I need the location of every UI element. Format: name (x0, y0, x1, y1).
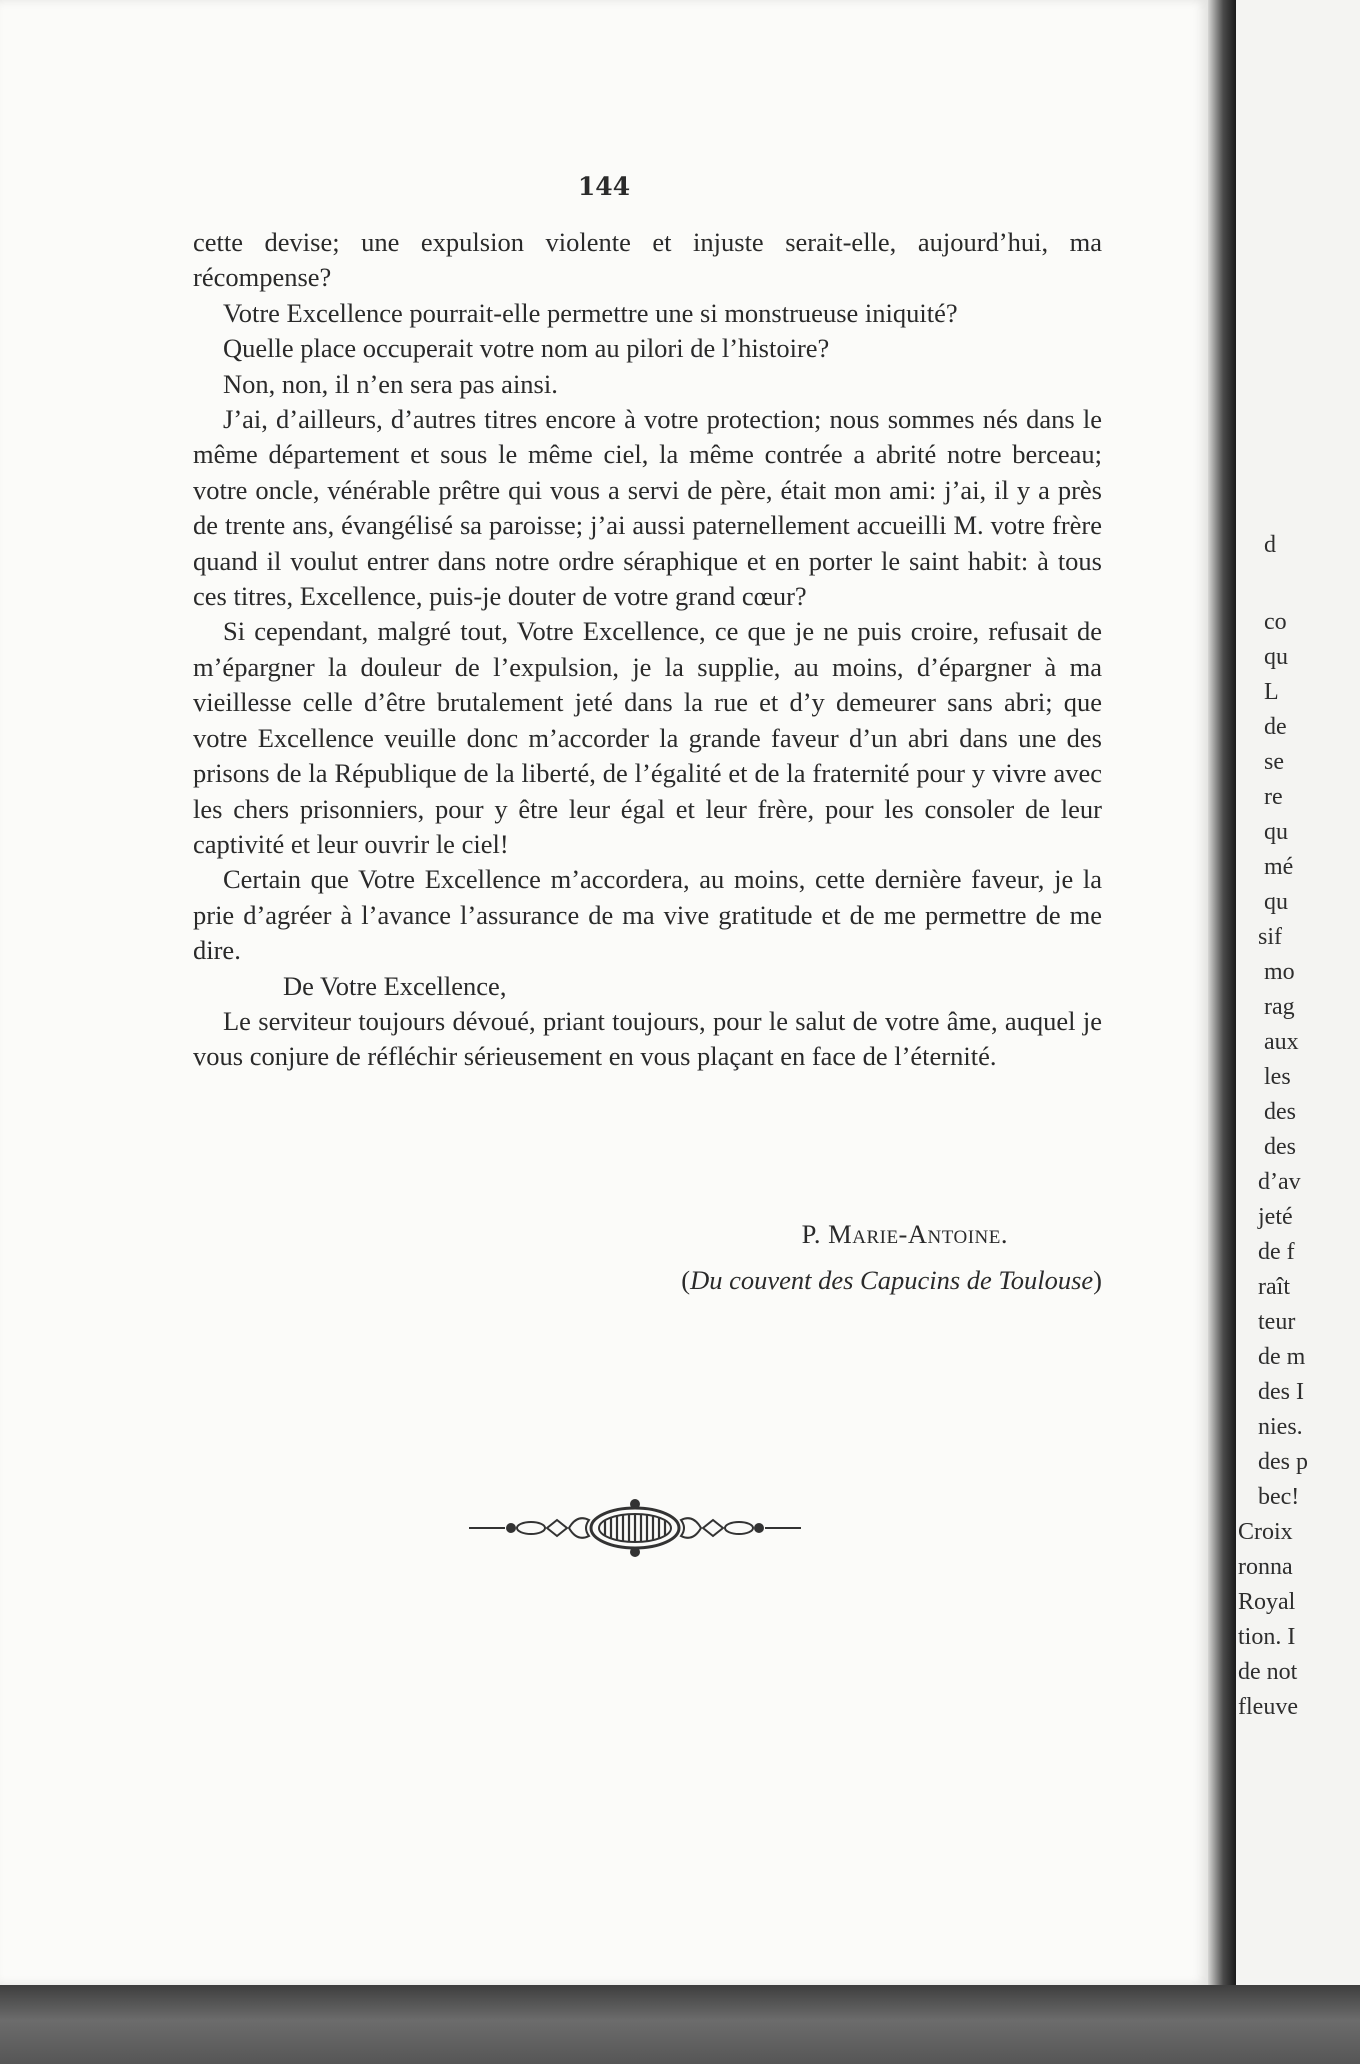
origin-text: Du couvent des Capucins de Toulouse (690, 1265, 1094, 1295)
fragment: mo (1264, 959, 1295, 985)
fragment: des (1264, 1099, 1296, 1125)
fragment: Croix (1238, 1519, 1293, 1545)
fragment: de f (1258, 1239, 1295, 1265)
fragment: se (1264, 749, 1284, 775)
paragraph-servant: Le serviteur toujours dévoué, priant toujours, pour le salut de votre âme, auquel je vous conjure de réfléchir sérieusement en vous plaçant en face de l’éternité. (193, 1005, 1102, 1072)
origin-open-paren: ( (681, 1265, 691, 1295)
letter-body (193, 225, 1102, 1075)
fragment: fleuve (1238, 1694, 1298, 1720)
fragment: bec! (1258, 1484, 1300, 1510)
fragment: d’av (1258, 1169, 1301, 1195)
paragraph-request: Si cependant, malgré tout, Votre Excellence, ce que je ne puis croire, refusait de m’épargner la douleur de l’expulsion, je la supplie, au moins, d’épargner à ma vieillesse celle d’être brutalement jeté dans la rue et d’y demeurer sans abri; que votre Excellence veuille donc m’accorder la grande faveur d’un abri dans une des prisons de la République de la liberté, de l’égalité et de la fraternité pour y vivre avec les chers prisonniers, pour y être leur égal et leur frère, pour les consoler de leur captivité et leur ouvrir le ciel! (193, 616, 1102, 859)
paragraph-titles: J’ai, d’ailleurs, d’autres titres encore à votre protection; nous sommes nés dans le même département et sous le même ciel, la même contrée a abrité notre berceau; votre oncle, vénérable prêtre qui vous a servi de père, était mon ami: j’ai, il y a près de trente ans, évangélisé sa paroisse; j’ai aussi paternellement accueilli M. votre frère quand il voulut entrer dans notre ordre séraphique et en porter le saint habit: à tous ces titres, Excellence, puis-je douter de votre grand cœur? (193, 404, 1102, 612)
fragment: co (1264, 609, 1287, 635)
fragment: des p (1258, 1449, 1308, 1475)
fragment: rag (1264, 994, 1295, 1020)
paragraph-gratitude: Certain que Votre Excellence m’accordera, au moins, cette dernière faveur, je la prie d’agréer à l’avance l’assurance de ma vive gratitude et de me permettre de me dire. (193, 864, 1102, 966)
fragment: L (1264, 679, 1279, 705)
fragment: de m (1258, 1344, 1306, 1370)
fragment: des (1264, 1134, 1296, 1160)
right-page-edge (1236, 0, 1360, 1985)
fragment: qu (1264, 644, 1288, 670)
fragment: mé (1264, 854, 1294, 880)
fragment: jeté (1258, 1204, 1293, 1230)
paragraph-no: Non, non, il n’en sera pas ainsi. (223, 368, 558, 399)
book-gutter (1208, 0, 1236, 1990)
origin-note (681, 1265, 1102, 1296)
adjacent-page-text (1236, 0, 1360, 1985)
origin-close-paren: ) (1093, 1265, 1102, 1295)
page-number: 144 (577, 172, 631, 201)
fragment: nies. (1258, 1414, 1303, 1440)
signature: P. Marie-Antoine. (801, 1219, 1008, 1249)
scanner-bed-edge (0, 1985, 1360, 2064)
paragraph-pillory: Quelle place occuperait votre nom au pilori de l’histoire? (223, 333, 830, 364)
fragment: Royal (1238, 1589, 1296, 1615)
paragraph-question: Votre Excellence pourrait-elle permettre une si monstrueuse iniquité? (223, 297, 958, 328)
fragment: de not (1238, 1659, 1298, 1685)
fragment: raît (1258, 1274, 1290, 1300)
decorative-tailpiece-icon (465, 1493, 805, 1563)
fragment: sif (1258, 924, 1282, 950)
fragment: qu (1264, 889, 1288, 915)
paragraph-continuation: cette devise; une expulsion violente et injuste serait-elle, aujourd’hui, ma récompense? (193, 227, 1102, 293)
fragment: ronna (1238, 1554, 1293, 1580)
fragment: aux (1264, 1029, 1299, 1055)
closing-salutation: De Votre Excellence, (283, 970, 507, 1001)
fragment: tion. I (1238, 1624, 1296, 1650)
fragment: des I (1258, 1379, 1304, 1405)
fragment: qu (1264, 819, 1288, 845)
fragment: d (1264, 532, 1276, 558)
fragment: teur (1258, 1309, 1296, 1335)
fragment: les (1264, 1064, 1291, 1090)
fragment: re (1264, 784, 1283, 810)
fragment: de (1264, 714, 1287, 740)
